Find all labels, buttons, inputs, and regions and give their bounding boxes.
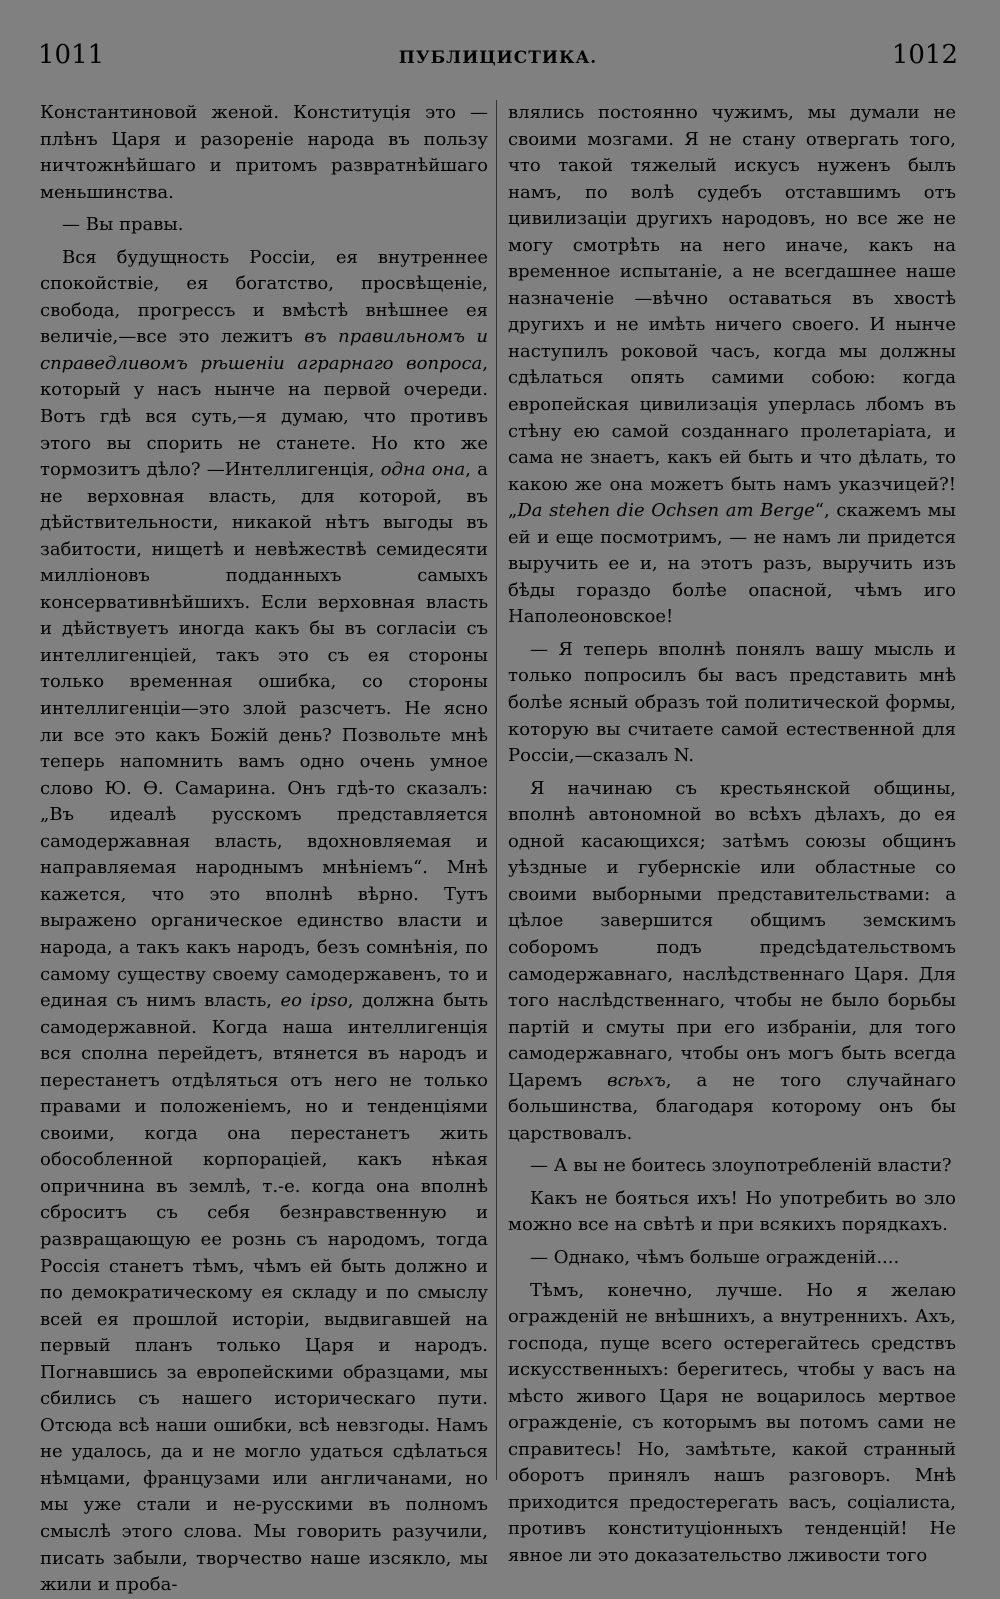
- paragraph: — Однако, чѣмъ больше огражденій....: [530, 1246, 900, 1268]
- right-column: [508, 100, 956, 1570]
- text-run: “, скажемъ мы ей и еще посмотримъ, — не намъ ли придется выручить ее и, на этотъ разъ, выручить изъ бѣды гораздо болѣе опасной, чѣмъ иго Наполеоновское!: [508, 500, 956, 628]
- text-run: , который у насъ нынче на первой очереди. Вотъ гдѣ вся суть,—я думаю, что противъ этого вы спорить не станете. Но кто же тормозитъ дѣло? —Интеллигенція,: [40, 352, 488, 481]
- left-column: [40, 100, 488, 1599]
- text-run: , а не того случайнаго большинства, благодаря которому онъ бы царствовалъ.: [508, 1069, 956, 1144]
- italic-run: одна она: [380, 459, 466, 481]
- paragraph: [508, 100, 956, 631]
- page-number-right: 1012: [891, 40, 958, 70]
- italic-run: eo ipso: [280, 990, 348, 1012]
- paragraph: [40, 245, 488, 1599]
- paragraph: — Я теперь вполнѣ понялъ вашу мысль и только попросилъ бы васъ представить мнѣ болѣе ясный образъ той политической формы, которую вы считаете самой естественной для Россіи,—сказалъ N.: [508, 638, 956, 767]
- running-title: ПУБЛИЦИСТИКА.: [398, 48, 598, 68]
- paragraph: Константиновой женой. Конституція это — плѣнъ Царя и разореніе народа въ пользу ничтожнѣйшаго и притомъ развратнѣйшаго меньшинства.: [40, 102, 488, 203]
- text-run: , а не верховная власть, для которой, въ дѣйствительности, никакой нѣтъ выгоды въ забитости, нищетѣ и невѣжествѣ семидесяти милліоновъ подданныхъ самыхъ консервативнѣйшихъ. Если верховная власть и дѣйствуетъ иногда какъ бы въ согласіи съ интеллигенціей, такъ это съ ея стороны только временная ошибка, со стороны интеллигенціи—это злой разсчетъ. Не ясно ли все это какъ Божій день? Позвольте мнѣ теперь напомнить вамъ одно очень умное слово Ю. Ѳ. Самарина. Онъ гдѣ-то сказалъ: „Въ идеалѣ русскомъ представляется самодержавная власть, вдохновляемая и направляемая народнымъ мнѣніемъ“. Мнѣ кажется, что это вполнѣ вѣрно. Тутъ выражено органическое единство власти и народа, а такъ какъ народъ, безъ сомнѣнія, по самому существу своему самодержавенъ, то и единая съ нимъ власть,: [40, 459, 488, 1012]
- italic-run: всѣхъ: [607, 1069, 666, 1091]
- paragraph: Какъ не бояться ихъ! Но употребить во зло можно все на свѣтѣ и при всякихъ порядкахъ.: [508, 1187, 956, 1236]
- paragraph: — А вы не боитесь злоупотребленій власти?: [530, 1155, 952, 1177]
- text-run: влялись постоянно чужимъ, мы думали не своими мозгами. Я не стану отвергать того, что такой тяжелый искусъ нуженъ былъ намъ, по волѣ судебъ отставшимъ отъ цивилизаціи другихъ народовъ, но все же не могу смотрѣть на него иначе, какъ на временное испытаніе, а не всегдашнее наше назначеніе —вѣчно оставаться въ хвостѣ другихъ и не имѣть ничего своего. И нынче наступилъ роковой часъ, когда мы должны сдѣлаться опять самими собою: когда европейская цивилизація уперлась лбомъ въ стѣну ею самой созданнаго пролетаріата, и сама не знаетъ, какъ ей быть и что дѣлать, то какою же она можетъ быть намъ указчицей?! „: [508, 102, 956, 522]
- column-divider: [496, 100, 497, 1480]
- italic-run: въ правильномъ и справедливомъ рѣшеніи аграрнаго вопроса: [40, 326, 488, 374]
- italic-run: Da stehen die Ochsen am Berge: [517, 500, 815, 522]
- text-run: Вся будущность Россіи, ея внутреннее спокойствіе, ея богатство, просвѣщеніе, свобода, прогрессъ и вмѣстѣ внѣшнее ея величіе,—все это лежитъ: [40, 246, 488, 348]
- text-run: Я начинаю съ крестьянской общины, вполнѣ автономной во всѣхъ дѣлахъ, до ея одной касающихся; затѣмъ союзы общинъ уѣздные и губернскіе или областные со своими выборными представительствами: а цѣлое завершится общимъ земскимъ соборомъ подъ предсѣдательствомъ самодержавнаго, наслѣдственнаго Царя. Для того наслѣдственнаго, чтобы не было борьбы партій и смуты при его избраніи, для того самодержавнаго, чтобы онъ могъ быть всегда Царемъ: [508, 777, 956, 1091]
- paragraph: — Вы правы.: [62, 214, 184, 236]
- page-number-left: 1011: [38, 40, 105, 70]
- paragraph: [508, 776, 956, 1148]
- running-header: [38, 40, 958, 80]
- paragraph: Тѣмъ, конечно, лучше. Но я желаю огражденій не внѣшнихъ, а внутреннихъ. Ахъ, господа, пуще всего остерегайтесь средствъ искусственныхъ: берегитесь, чтобы у васъ на мѣсто живого Царя не воцарилось мертвое огражденіе, съ которымъ вы потомъ сами не справитесь! Но, замѣтьте, какой странный оборотъ принялъ нашъ разговоръ. Мнѣ приходится предостерегать васъ, соціалиста, противъ конституціонныхъ тенденцій! Не явное ли это доказательство лживости того: [508, 1279, 956, 1566]
- text-run: , должна быть самодержавной. Когда наша интеллигенція вся сполна перейдетъ, втянется въ народъ и перестанетъ отдѣляться отъ него не только правами и положеніемъ, но и тенденціями своими, когда она перестанетъ жить обособленной корпораціей, какъ нѣкая опричнина въ землѣ, т.-е. когда она вполнѣ сброситъ съ себя безнравственную и развращающую ее рознь съ народомъ, тогда Россія станетъ тѣмъ, чѣмъ ей быть должно и по демократическому ея складу и по смыслу всей ея прошлой исторіи, выдвигавшей на первый планъ только Царя и народъ. Погнавшись за европейскими образцами, мы сбились съ нашего историческаго пути. Отсюда всѣ наши ошибки, всѣ невзгоды. Намъ не удалось, да и не могло удаться сдѣлаться нѣмцами, французами или англичанами, но мы уже стали и не-русскими въ полномъ смыслѣ этого слова. Мы говорить разучили, писать забыли, творчество наше изсякло, мы жили и проба-: [40, 990, 488, 1596]
